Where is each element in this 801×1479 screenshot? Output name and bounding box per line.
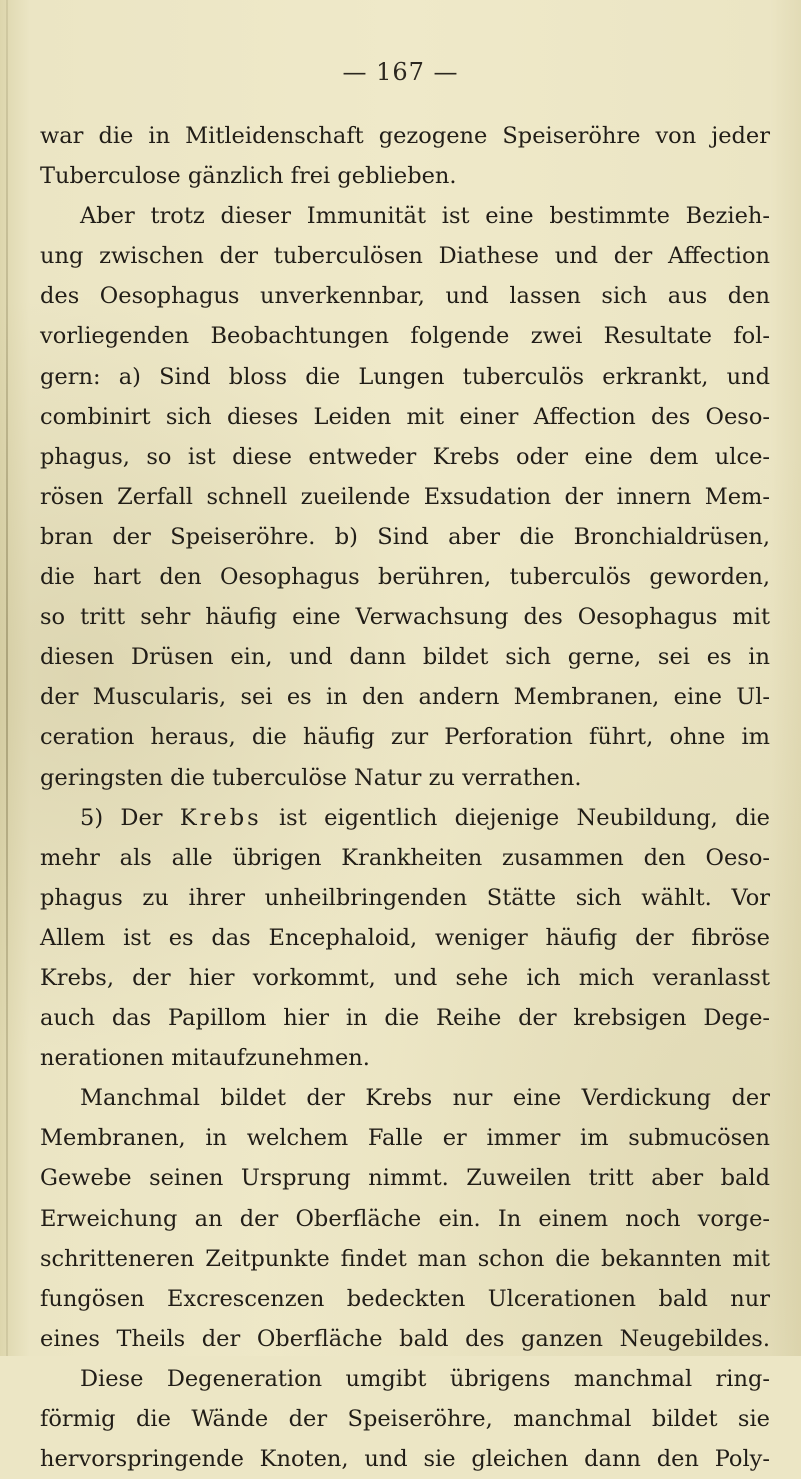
- text-line-22: Krebs, der hier vorkommt, und sehe ich mich veranlasst: [40, 964, 770, 991]
- text-line-34: hervorspringende Knoten, und sie gleichen dann den Poly-: [40, 1446, 770, 1473]
- text-line-1: war die in Mitleidenschaft gezogene Speiseröhre von jeder: [40, 123, 770, 149]
- text-line-16: ceration heraus, die häufig zur Perforation führt, ohne im: [40, 724, 770, 751]
- text-line-6: vorliegenden Beobachtungen folgende zwei Resultate fol-: [40, 323, 770, 350]
- text-line-11: bran der Speiseröhre. b) Sind aber die Bronchialdrüsen,: [40, 523, 770, 550]
- text-line-10: rösen Zerfall schnell zueilende Exsudation der innern Mem-: [40, 483, 770, 510]
- text-line-26: Membranen, in welchem Falle er immer im submucösen: [40, 1125, 770, 1152]
- text-line-21: Allem ist es das Encephaloid, weniger häufig der fibröse: [40, 924, 770, 951]
- text-line-29: schritteneren Zeitpunkte findet man schon die bekannten mit: [40, 1245, 770, 1272]
- text-line-17: geringsten die tuberculöse Natur zu verrathen.: [40, 764, 582, 791]
- text-line-30: fungösen Excrescenzen bedeckten Ulcerationen bald nur: [40, 1285, 770, 1312]
- text-line-3: Aber trotz dieser Immunität ist eine bestimmte Bezieh-: [80, 203, 770, 230]
- text-line-28: Erweichung an der Oberfläche ein. In einem noch vorge-: [40, 1205, 770, 1232]
- krebs-line-2: mehr als alle übrigen Krankheiten zusammen den Oeso-: [40, 844, 770, 871]
- krebs-keyword: Krebs: [179, 804, 262, 831]
- page-number: — 167 —: [342, 58, 459, 86]
- text-line-9: phagus, so ist diese entweder Krebs oder eine dem ulce-: [40, 443, 770, 470]
- binding-edge: [6, 0, 8, 1356]
- text-line-31: eines Theils der Oberfläche bald des ganzen Neugebildes.: [40, 1325, 770, 1352]
- text-line-13: so tritt sehr häufig eine Verwachsung des Oesophagus mit: [40, 604, 770, 631]
- text-line-7: gern: a) Sind bloss die Lungen tuberculös erkrankt, und: [40, 363, 770, 390]
- text-line-12: die hart den Oesophagus berühren, tuberculös geworden,: [40, 564, 770, 591]
- text-line-4: ung zwischen der tuberculösen Diathese und der Affection: [40, 243, 770, 270]
- text-line-5: des Oesophagus unverkennbar, und lassen sich aus den: [40, 283, 770, 310]
- text-line-27: Gewebe seinen Ursprung nimmt. Zuweilen tritt aber bald: [40, 1165, 770, 1192]
- text-line-24: nerationen mitaufzunehmen.: [40, 1045, 370, 1072]
- text-line-8: combinirt sich dieses Leiden mit einer Affection des Oeso-: [40, 403, 770, 430]
- body-text: [40, 116, 770, 1479]
- krebs-paragraph-start: [40, 798, 770, 838]
- text-line-15: der Muscularis, sei es in den andern Membranen, eine Ul-: [40, 684, 770, 711]
- text-line-23: auch das Papillom hier in die Reihe der krebsigen Dege-: [40, 1005, 770, 1032]
- krebs-rest: ist eigentlich diejenige Neubildung, die: [278, 804, 770, 831]
- krebs-number: 5) Der: [80, 804, 163, 831]
- text-line-14: diesen Drüsen ein, und dann bildet sich gerne, sei es in: [40, 644, 770, 671]
- krebs-line-3: phagus zu ihrer unheilbringenden Stätte sich wählt. Vor: [40, 884, 770, 911]
- text-line-33: förmig die Wände der Speiseröhre, manchmal bildet sie: [40, 1406, 770, 1432]
- text-line-2: Tuberculose gänzlich frei geblieben.: [40, 163, 457, 190]
- text-line-25: Manchmal bildet der Krebs nur eine Verdickung der: [80, 1085, 770, 1112]
- text-line-32: Diese Degeneration umgibt übrigens manchmal ring-: [80, 1365, 770, 1392]
